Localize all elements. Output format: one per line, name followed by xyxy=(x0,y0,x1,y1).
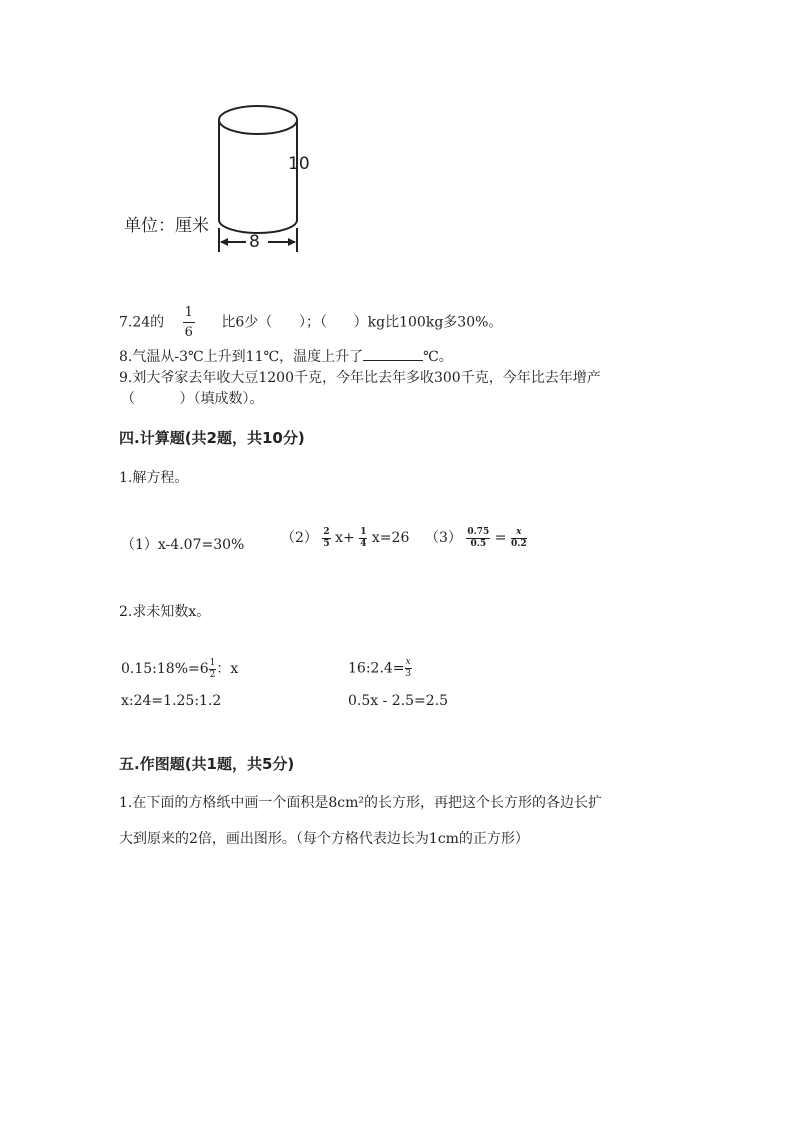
unit-label: 单位：厘米 xyxy=(124,216,209,236)
eq3-right-denominator: 0.2 xyxy=(510,538,527,549)
section-5-q1-line1: 1.在下面的方格纸中画一个面积是8cm²的长方形，再把这个长方形的各边长扩 xyxy=(119,795,602,811)
equation-2 xyxy=(281,527,409,549)
q7-fraction-denominator: 6 xyxy=(184,325,193,340)
p2-fraction xyxy=(405,658,412,679)
eq3-left-denominator: 0.5 xyxy=(470,538,487,549)
eq2-fraction-2-numerator: 1 xyxy=(360,526,367,537)
height-label: 10 xyxy=(288,154,310,174)
q7-rest: 比6少（ ）；（ ）kg比100kg多30%。 xyxy=(221,314,503,331)
section-5-title: 五.作图题(共1题，共5分) xyxy=(119,755,295,773)
proportion-3: x:24=1.25:1.2 xyxy=(121,693,222,709)
proportion-1 xyxy=(121,658,238,680)
eq3-left-fraction xyxy=(466,528,490,549)
p1-fraction-numerator: 1 xyxy=(209,657,216,668)
section-4-title: 四.计算题(共2题，共10分) xyxy=(119,429,305,447)
q8-unit: ℃。 xyxy=(423,349,453,365)
equation-3 xyxy=(425,527,527,549)
p2-fraction-numerator: x xyxy=(405,657,411,667)
eq2-suffix: x=26 xyxy=(371,530,410,546)
p1-suffix: ：x xyxy=(216,661,239,677)
q8-answer-blank[interactable] xyxy=(363,348,423,361)
proportion-4: 0.5x - 2.5=2.5 xyxy=(348,693,449,709)
eq2-prefix: （2） xyxy=(281,530,318,546)
eq3-right-fraction xyxy=(511,528,527,549)
section-4-q2-title: 2.求未知数x。 xyxy=(119,604,211,620)
question-9-line1: 9.刘大爷家去年收大豆1200千克，今年比去年多收300千克，今年比去年增产 xyxy=(119,370,601,386)
p1-prefix: 0.15:18%=6 xyxy=(121,661,209,677)
eq2-fraction-1-numerator: 2 xyxy=(323,526,330,537)
q8-text: 8.气温从-3℃上升到11℃，温度上升了 xyxy=(119,349,364,365)
eq2-fraction-1-denominator: 5 xyxy=(323,538,330,549)
question-9-line2: （ ）（填成数）。 xyxy=(121,391,264,407)
question-7 xyxy=(119,306,502,339)
q7-prefix: 7.24的 xyxy=(119,314,165,331)
section-4-q1-title: 1.解方程。 xyxy=(119,470,189,486)
q7-fraction-numerator: 1 xyxy=(183,306,195,323)
question-8 xyxy=(119,346,453,366)
section-5-q1-line2: 大到原来的2倍，画出图形。（每个方格代表边长为1cm的正方形） xyxy=(119,831,529,847)
width-label: 8 xyxy=(249,232,260,252)
eq3-right-numerator: x xyxy=(511,528,527,539)
eq3-left-numerator: 0.75 xyxy=(467,526,490,537)
p2-prefix: 16:2.4= xyxy=(348,660,405,677)
q7-fraction xyxy=(183,306,195,339)
eq2-middle: x+ xyxy=(335,530,355,546)
eq2-fraction-1 xyxy=(322,528,330,549)
eq3-prefix: （3） xyxy=(425,530,462,546)
p2-fraction-denominator: 3 xyxy=(405,669,411,679)
eq2-fraction-2-denominator: 4 xyxy=(360,538,367,549)
equation-1: （1）x-4.07=30% xyxy=(121,537,245,553)
p1-fraction-denominator: 2 xyxy=(209,669,216,680)
eq2-fraction-2 xyxy=(359,528,367,549)
eq3-equals: = xyxy=(494,530,507,546)
proportion-2 xyxy=(348,658,412,679)
